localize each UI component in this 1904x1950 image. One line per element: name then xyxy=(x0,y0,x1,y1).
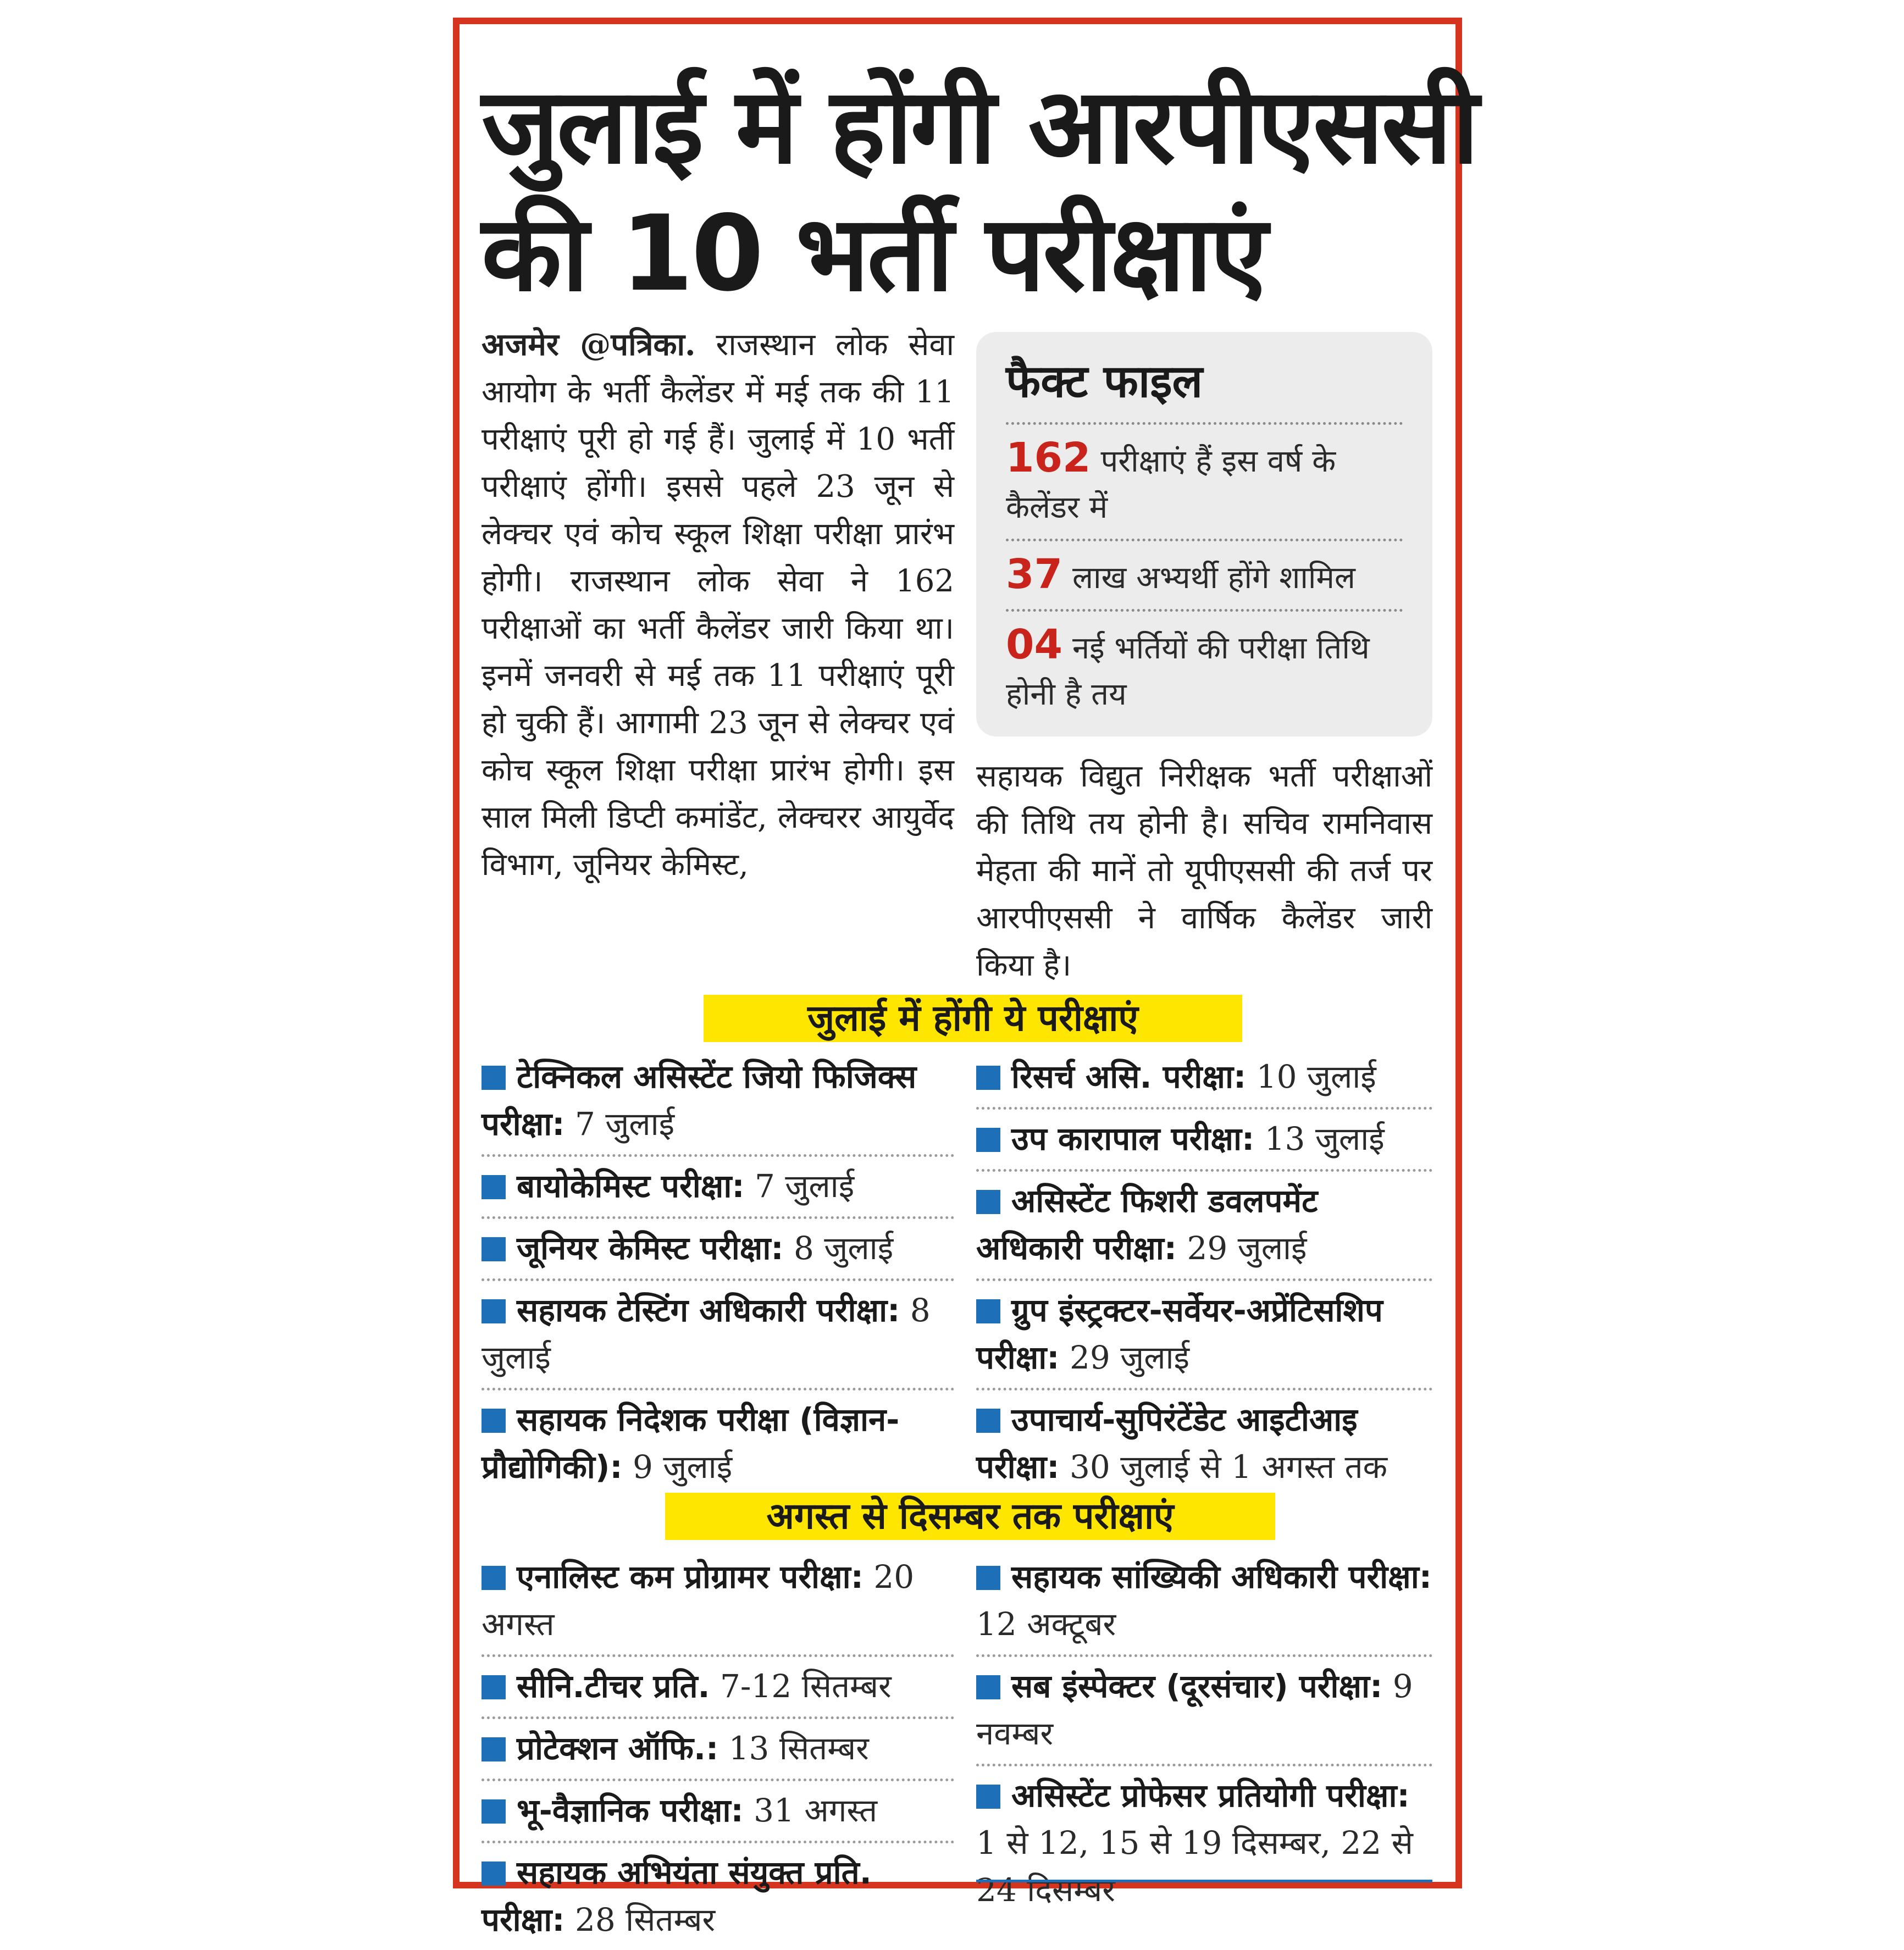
list-item xyxy=(976,1391,1432,1497)
square-bullet-icon xyxy=(481,1675,506,1699)
list-item xyxy=(481,1657,954,1719)
exam-date: 28 सितम्बर xyxy=(574,1901,716,1938)
square-bullet-icon xyxy=(976,1190,1000,1214)
square-bullet-icon xyxy=(976,1299,1000,1323)
fact-file-title: फैक्ट फाइल xyxy=(1006,352,1403,425)
exam-name: जूनियर केमिस्ट परीक्षा: xyxy=(517,1229,784,1267)
article-body-left xyxy=(481,321,954,889)
exam-name: सब इंस्पेक्टर (दूरसंचार) परीक्षा: xyxy=(1011,1668,1383,1705)
square-bullet-icon xyxy=(481,1862,506,1886)
fact-item xyxy=(1006,541,1403,612)
list-item xyxy=(976,1172,1432,1281)
exam-name: सीनि.टीचर प्रति. xyxy=(517,1668,710,1705)
headline-line-2: की 10 भर्ती परीक्षाएं xyxy=(481,193,1266,314)
list-item xyxy=(481,1719,954,1781)
square-bullet-icon xyxy=(976,1566,1000,1590)
july-exams-left-list xyxy=(481,1048,954,1497)
square-bullet-icon xyxy=(976,1785,1000,1809)
exam-name: सहायक निदेशक परीक्षा (विज्ञान-प्रौद्योगिकी): xyxy=(481,1401,900,1486)
exam-name: ग्रुप इंस्ट्रक्टर-सर्वेयर-अप्रेंटिसशिप परीक्षा: xyxy=(976,1292,1383,1376)
list-item xyxy=(976,1281,1432,1391)
exam-date: 7 जुलाई xyxy=(574,1105,675,1143)
exam-name: भू-वैज्ञानिक परीक्षा: xyxy=(517,1792,744,1829)
square-bullet-icon xyxy=(481,1799,506,1824)
fact-number: 37 xyxy=(1006,551,1062,598)
exam-date: 29 जुलाई xyxy=(1187,1229,1307,1267)
exam-name: असिस्टेंट प्रोफेसर प्रतियोगी परीक्षा: xyxy=(1011,1777,1410,1814)
exam-date: 7 जुलाई xyxy=(754,1167,855,1205)
square-bullet-icon xyxy=(481,1299,506,1323)
exam-date: 9 नवम्बर xyxy=(976,1668,1413,1752)
fact-text: नई भर्तियों की परीक्षा तिथि होनी है तय xyxy=(1006,630,1370,712)
list-item xyxy=(481,1781,954,1843)
list-item xyxy=(976,1548,1432,1657)
exam-date: 30 जुलाई से 1 अगस्त तक xyxy=(1069,1448,1388,1486)
square-bullet-icon xyxy=(976,1675,1000,1699)
july-exams-right-list xyxy=(976,1048,1432,1497)
aug-dec-exams-heading: अगस्त से दिसम्बर तक परीक्षाएं xyxy=(665,1493,1275,1540)
exam-name: सहायक अभियंता संयुक्त प्रति. परीक्षा: xyxy=(481,1854,872,1938)
exam-date: 29 जुलाई xyxy=(1069,1339,1190,1376)
exam-name: प्रोटेक्शन ऑफि.: xyxy=(517,1730,719,1767)
square-bullet-icon xyxy=(481,1566,506,1590)
aug-dec-exams-right-list xyxy=(976,1548,1432,1920)
exam-date: 31 अगस्त xyxy=(754,1792,877,1829)
square-bullet-icon xyxy=(481,1409,506,1433)
square-bullet-icon xyxy=(976,1128,1000,1152)
article-frame xyxy=(453,18,1477,1938)
exam-date: 7-12 सितम्बर xyxy=(720,1668,892,1705)
exam-name: बायोकेमिस्ट परीक्षा: xyxy=(517,1167,745,1205)
fact-text: लाख अभ्यर्थी होंगे शामिल xyxy=(1072,560,1355,596)
exam-name: रिसर्च असि. परीक्षा: xyxy=(1011,1058,1247,1095)
dateline: अजमेर @पत्रिका. xyxy=(481,326,696,363)
list-item xyxy=(481,1048,954,1157)
bottom-rule xyxy=(976,1880,1432,1882)
fact-item xyxy=(1006,425,1403,541)
exam-date: 13 सितम्बर xyxy=(728,1730,869,1767)
square-bullet-icon xyxy=(976,1066,1000,1090)
article-content xyxy=(481,46,1477,1938)
list-item xyxy=(976,1110,1432,1172)
article-body-right: सहायक विद्युत निरीक्षक भर्ती परीक्षाओं की तिथि तय होनी है। सचिव रामनिवास मेहता की मानें तो यूपीएससी की तर्ज पर आरपीएससी ने वार्षिक कैलेंडर जारी किया है। xyxy=(976,758,1432,983)
exam-name: टेक्निकल असिस्टेंट जियो फिजिक्स परीक्षा: xyxy=(481,1058,917,1143)
square-bullet-icon xyxy=(481,1737,506,1761)
list-item xyxy=(481,1391,954,1497)
square-bullet-icon xyxy=(481,1175,506,1199)
square-bullet-icon xyxy=(976,1409,1000,1433)
exam-name: सहायक सांख्यिकी अधिकारी परीक्षा: xyxy=(1011,1558,1432,1596)
list-item xyxy=(481,1219,954,1281)
exam-date: 10 जुलाई xyxy=(1256,1058,1376,1095)
square-bullet-icon xyxy=(481,1237,506,1261)
list-item xyxy=(976,1048,1432,1110)
exam-name: उपाचार्य-सुपिरंटेंडेट आइटीआइ परीक्षा: xyxy=(976,1401,1358,1486)
exam-name: उप कारापाल परीक्षा: xyxy=(1011,1120,1255,1157)
headline xyxy=(481,63,1477,318)
exam-date: 9 जुलाई xyxy=(632,1448,733,1486)
exam-name: असिस्टेंट फिशरी डवलपमेंट अधिकारी परीक्षा: xyxy=(976,1182,1318,1267)
list-item xyxy=(481,1548,954,1657)
headline-line-1: जुलाई में होंगी आरपीएससी xyxy=(481,65,1477,187)
list-item xyxy=(976,1766,1432,1920)
exam-date: 12 अक्टूबर xyxy=(976,1605,1116,1643)
list-item xyxy=(481,1157,954,1219)
list-item xyxy=(481,1843,954,1950)
july-exams-heading: जुलाई में होंगी ये परीक्षाएं xyxy=(704,995,1242,1042)
exam-date: 8 जुलाई xyxy=(793,1229,894,1267)
fact-text: परीक्षाएं हैं इस वर्ष के कैलेंडर में xyxy=(1006,444,1336,525)
fact-file-box xyxy=(976,332,1432,736)
exam-date: 1 से 12, 15 से 19 दिसम्बर, 22 से 24 दिसम्बर xyxy=(976,1824,1413,1909)
exam-date: 13 जुलाई xyxy=(1264,1120,1385,1157)
fact-number: 04 xyxy=(1006,621,1062,668)
exam-name: सहायक टेस्टिंग अधिकारी परीक्षा: xyxy=(517,1292,900,1329)
fact-number: 162 xyxy=(1006,434,1091,481)
article-text-left: राजस्थान लोक सेवा आयोग के भर्ती कैलेंडर में मई तक की 11 परीक्षाएं पूरी हो गई हैं। जुलाई में 10 भर्ती परीक्षाएं होंगी। इससे पहले 23 जून से लेक्चर एवं कोच स्कूल शिक्षा परीक्षा प्रारंभ होगी। राजस्थान लोक सेवा ने 162 परीक्षाओं का भर्ती कैलेंडर जारी किया था। इनमें जनवरी से मई तक 11 परीक्षाएं पूरी हो चुकी हैं। आगामी 23 जून से लेक्चर एवं कोच स्कूल शिक्षा परीक्षा प्रारंभ होगी। इस साल मिली डिप्टी कमांडेंट, लेक्चरर आयुर्वेद विभाग, जूनियर केमिस्ट, xyxy=(481,327,954,883)
square-bullet-icon xyxy=(481,1066,506,1090)
aug-dec-exams-left-list xyxy=(481,1548,954,1950)
list-item xyxy=(976,1657,1432,1766)
list-item xyxy=(481,1281,954,1391)
fact-item xyxy=(1006,612,1403,725)
exam-name: एनालिस्ट कम प्रोग्रामर परीक्षा: xyxy=(517,1558,864,1596)
exam-date: 20 अगस्त xyxy=(481,1558,915,1643)
exam-date: 8 जुलाई xyxy=(481,1292,931,1376)
